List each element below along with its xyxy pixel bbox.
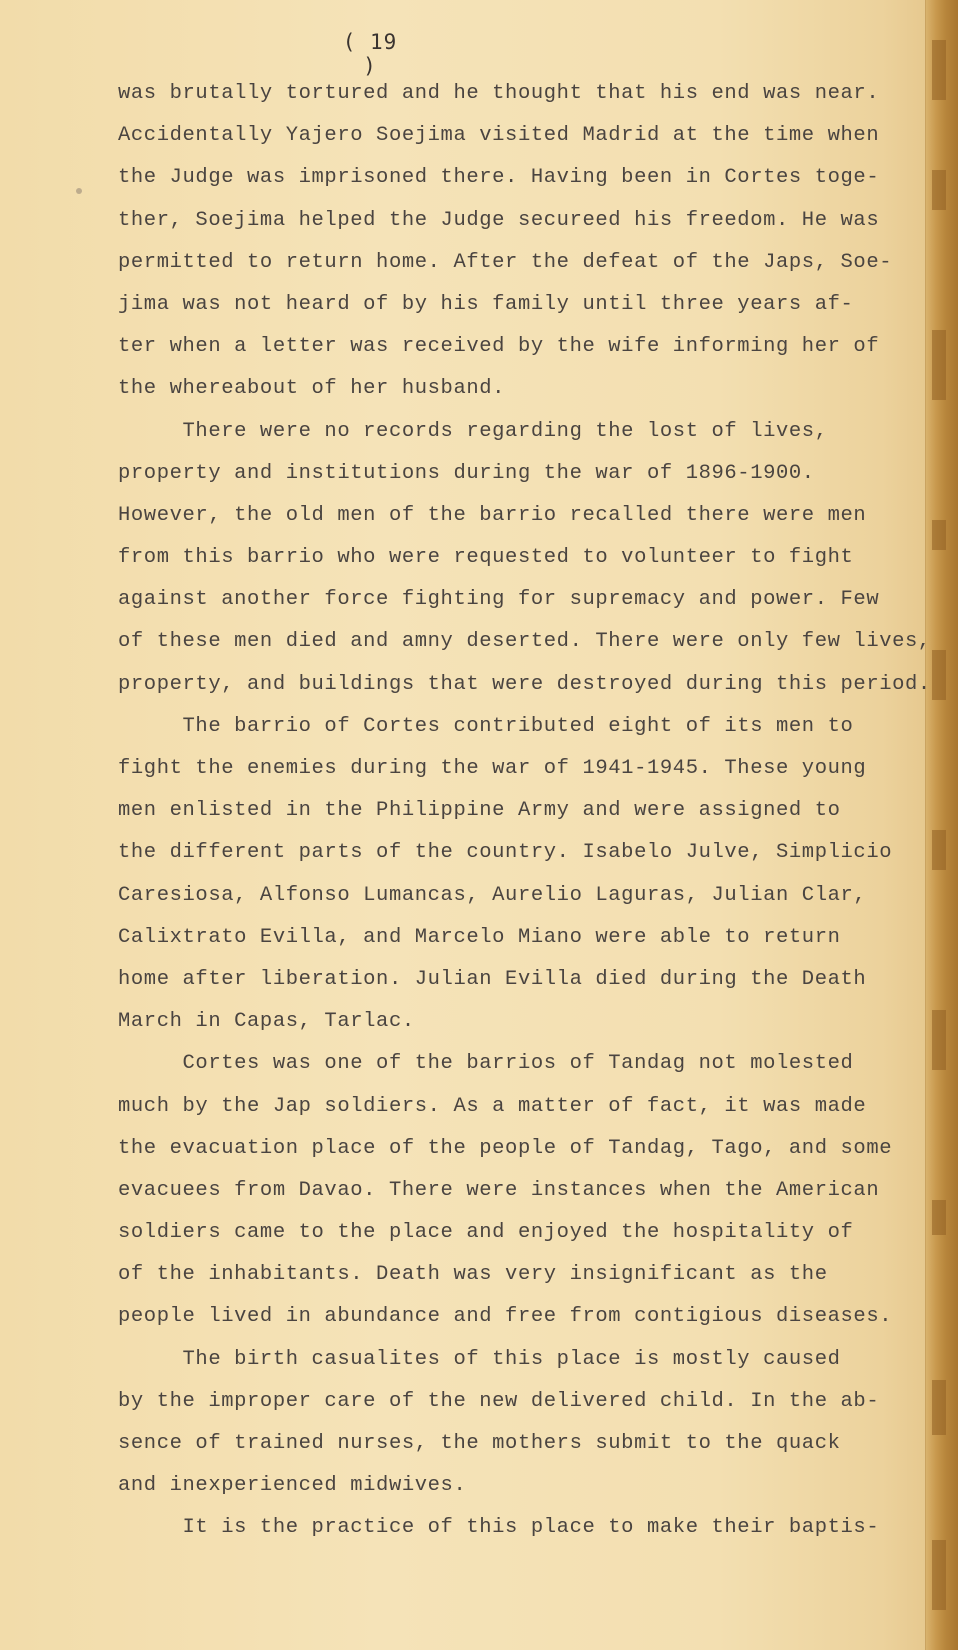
text-line: home after liberation. Julian Evilla died during the Death bbox=[118, 967, 867, 991]
text-line: It is the practice of this place to make their baptis- bbox=[118, 1516, 880, 1540]
text-line: ter when a letter was received by the wife informing her of bbox=[118, 335, 880, 359]
text-line: Caresiosa, Alfonso Lumancas, Aurelio Laguras, Julian Clar, bbox=[118, 883, 867, 907]
page-number: ( 19 ) bbox=[342, 30, 398, 78]
text-line: Cortes was one of the barrios of Tandag not molested bbox=[118, 1052, 854, 1076]
text-line: soldiers came to the place and enjoyed the hospitality of bbox=[118, 1221, 854, 1245]
text-line: was brutally tortured and he thought that his end was near. bbox=[118, 82, 880, 105]
text-line: fight the enemies during the war of 1941-1945. These young bbox=[118, 757, 867, 780]
text-line: ther, Soejima helped the Judge secureed his freedom. He was bbox=[118, 208, 880, 232]
text-line: sence of trained nurses, the mothers submit to the quack bbox=[118, 1432, 841, 1455]
text-line: property and institutions during the war of 1896-1900. bbox=[118, 461, 815, 485]
text-line: much by the Jap soldiers. As a matter of fact, it was made bbox=[118, 1094, 867, 1118]
text-line: of these men died and amny deserted. There were only few lives, bbox=[118, 630, 931, 654]
text-line: permitted to return home. After the defeat of the Japs, Soe- bbox=[118, 250, 893, 274]
page-binding-edge bbox=[925, 0, 958, 1650]
text-line: The birth casualites of this place is mostly caused bbox=[118, 1347, 841, 1371]
text-line: the whereabout of her husband. bbox=[118, 377, 506, 401]
text-line: against another force fighting for supremacy and power. Few bbox=[118, 588, 880, 612]
text-line: Calixtrato Evilla, and Marcelo Miano were able to return bbox=[118, 925, 841, 949]
typed-text-body bbox=[118, 73, 931, 1550]
text-line: However, the old men of the barrio recalled there were men bbox=[118, 503, 867, 527]
paper-spot bbox=[76, 188, 82, 194]
text-line: Accidentally Yajero Soejima visited Madrid at the time when bbox=[118, 124, 880, 148]
text-line: people lived in abundance and free from contigious diseases. bbox=[118, 1305, 893, 1329]
text-line: from this barrio who were requested to volunteer to fight bbox=[118, 546, 854, 570]
text-line: jima was not heard of by his family until three years af- bbox=[118, 292, 854, 316]
text-line: by the improper care of the new delivered child. In the ab- bbox=[118, 1389, 880, 1413]
text-line: property, and buildings that were destroyed during this period. bbox=[118, 672, 931, 696]
text-line: evacuees from Davao. There were instances when the American bbox=[118, 1178, 880, 1202]
text-line: of the inhabitants. Death was very insignificant as the bbox=[118, 1263, 828, 1287]
text-line: March in Capas, Tarlac. bbox=[118, 1010, 415, 1034]
text-line: men enlisted in the Philippine Army and were assigned to bbox=[118, 799, 841, 823]
text-line: There were no records regarding the lost of lives, bbox=[118, 419, 828, 443]
text-line: The barrio of Cortes contributed eight of its men to bbox=[118, 714, 854, 738]
text-line: the Judge was imprisoned there. Having been in Cortes toge- bbox=[118, 166, 880, 190]
text-line: the evacuation place of the people of Tandag, Tago, and some bbox=[118, 1136, 893, 1160]
text-line: and inexperienced midwives. bbox=[118, 1474, 467, 1498]
text-line: the different parts of the country. Isabelo Julve, Simplicio bbox=[118, 841, 893, 865]
